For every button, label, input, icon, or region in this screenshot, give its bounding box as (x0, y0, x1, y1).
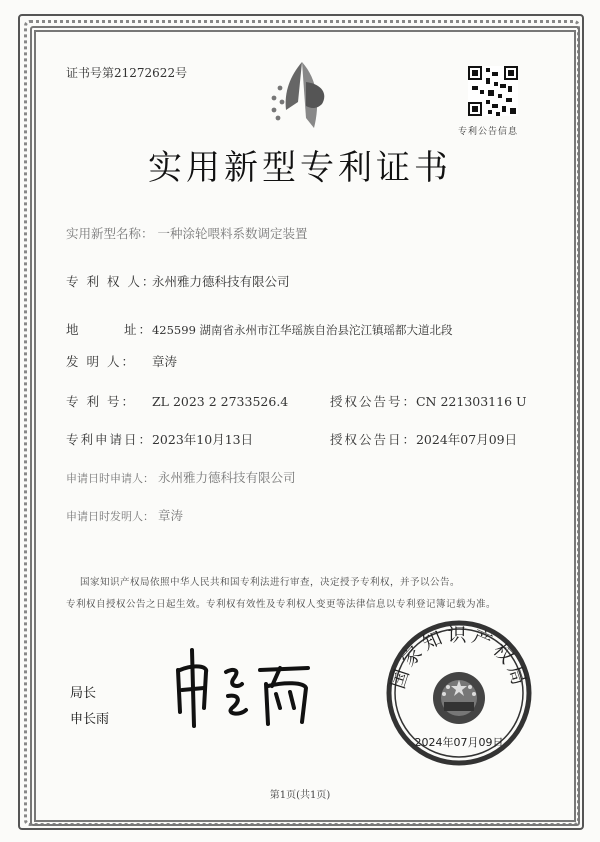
field-filing-date-label: 专利申请日： (66, 432, 154, 447)
field-inventor-value: 章涛 (151, 354, 177, 369)
field-applicant-inventor-value: 章涛 (157, 508, 183, 523)
certificate-number: 证书号第21272622号 (66, 66, 188, 80)
field-patentee (66, 272, 290, 290)
field-filing-date (66, 430, 253, 448)
director-title: 局长 (70, 686, 97, 701)
field-applicant-value: 永州雅力德科技有限公司 (157, 470, 296, 485)
field-grant-date-label: 授权公告日： (330, 432, 418, 447)
page-number: 第1页(共1页) (269, 790, 331, 801)
official-seal (384, 618, 534, 768)
field-name-label: 实用新型名称： (66, 226, 154, 241)
field-grant-no (330, 392, 527, 410)
field-patent-no-label: 专 利 号： (66, 394, 136, 409)
seal-date: 2024年07月09日 (414, 736, 504, 749)
field-address (66, 320, 453, 338)
patent-emblem-icon (262, 58, 342, 138)
field-applicant-inventor-label: 申请日时发明人： (66, 510, 154, 523)
statement-line-1: 国家知识产权局依照中华人民共和国专利法进行审查，决定授予专利权，并予以公告。 (80, 577, 461, 588)
field-grant-date-value: 2024年07月09日 (415, 432, 518, 447)
field-applicant-inventor (66, 506, 183, 524)
field-name (66, 224, 308, 242)
field-patentee-value: 永州雅力德科技有限公司 (151, 274, 290, 289)
qr-code-icon[interactable] (468, 66, 518, 116)
field-patent-no (66, 392, 288, 410)
statement-line-2: 专利权自授权公告之日起生效。专利权有效性及专利权人变更等法律信息以专利登记簿记载为准。 (66, 599, 497, 610)
field-patent-no-value: ZL 2023 2 2733526.4 (151, 394, 289, 409)
seal-text: 国家知识产权局 (386, 623, 532, 692)
field-inventor-label: 发 明 人： (66, 354, 136, 369)
director-name: 申长雨 (70, 712, 110, 727)
handwritten-signature (168, 642, 318, 732)
qr-label: 专利公告信息 (458, 127, 519, 137)
field-grant-date (330, 430, 517, 448)
field-grant-no-value: CN 221303116 U (415, 394, 527, 409)
field-address-label: 地 址： (66, 322, 154, 337)
field-grant-no-label: 授权公告号： (330, 394, 418, 409)
field-patentee-label: 专 利 权 人： (66, 274, 157, 289)
field-applicant (66, 468, 296, 486)
certificate-title: 实用新型专利证书 (148, 148, 452, 188)
field-name-value: 一种涂轮喂料系数调定装置 (157, 226, 308, 241)
field-inventor (66, 352, 177, 370)
field-applicant-label: 申请日时申请人： (66, 472, 154, 485)
field-address-value: 425599 湖南省永州市江华瑶族自治县沱江镇瑶都大道北段 (151, 323, 453, 337)
field-filing-date-value: 2023年10月13日 (151, 432, 254, 447)
statement-text (66, 572, 546, 616)
national-emblem-icon (433, 672, 485, 724)
